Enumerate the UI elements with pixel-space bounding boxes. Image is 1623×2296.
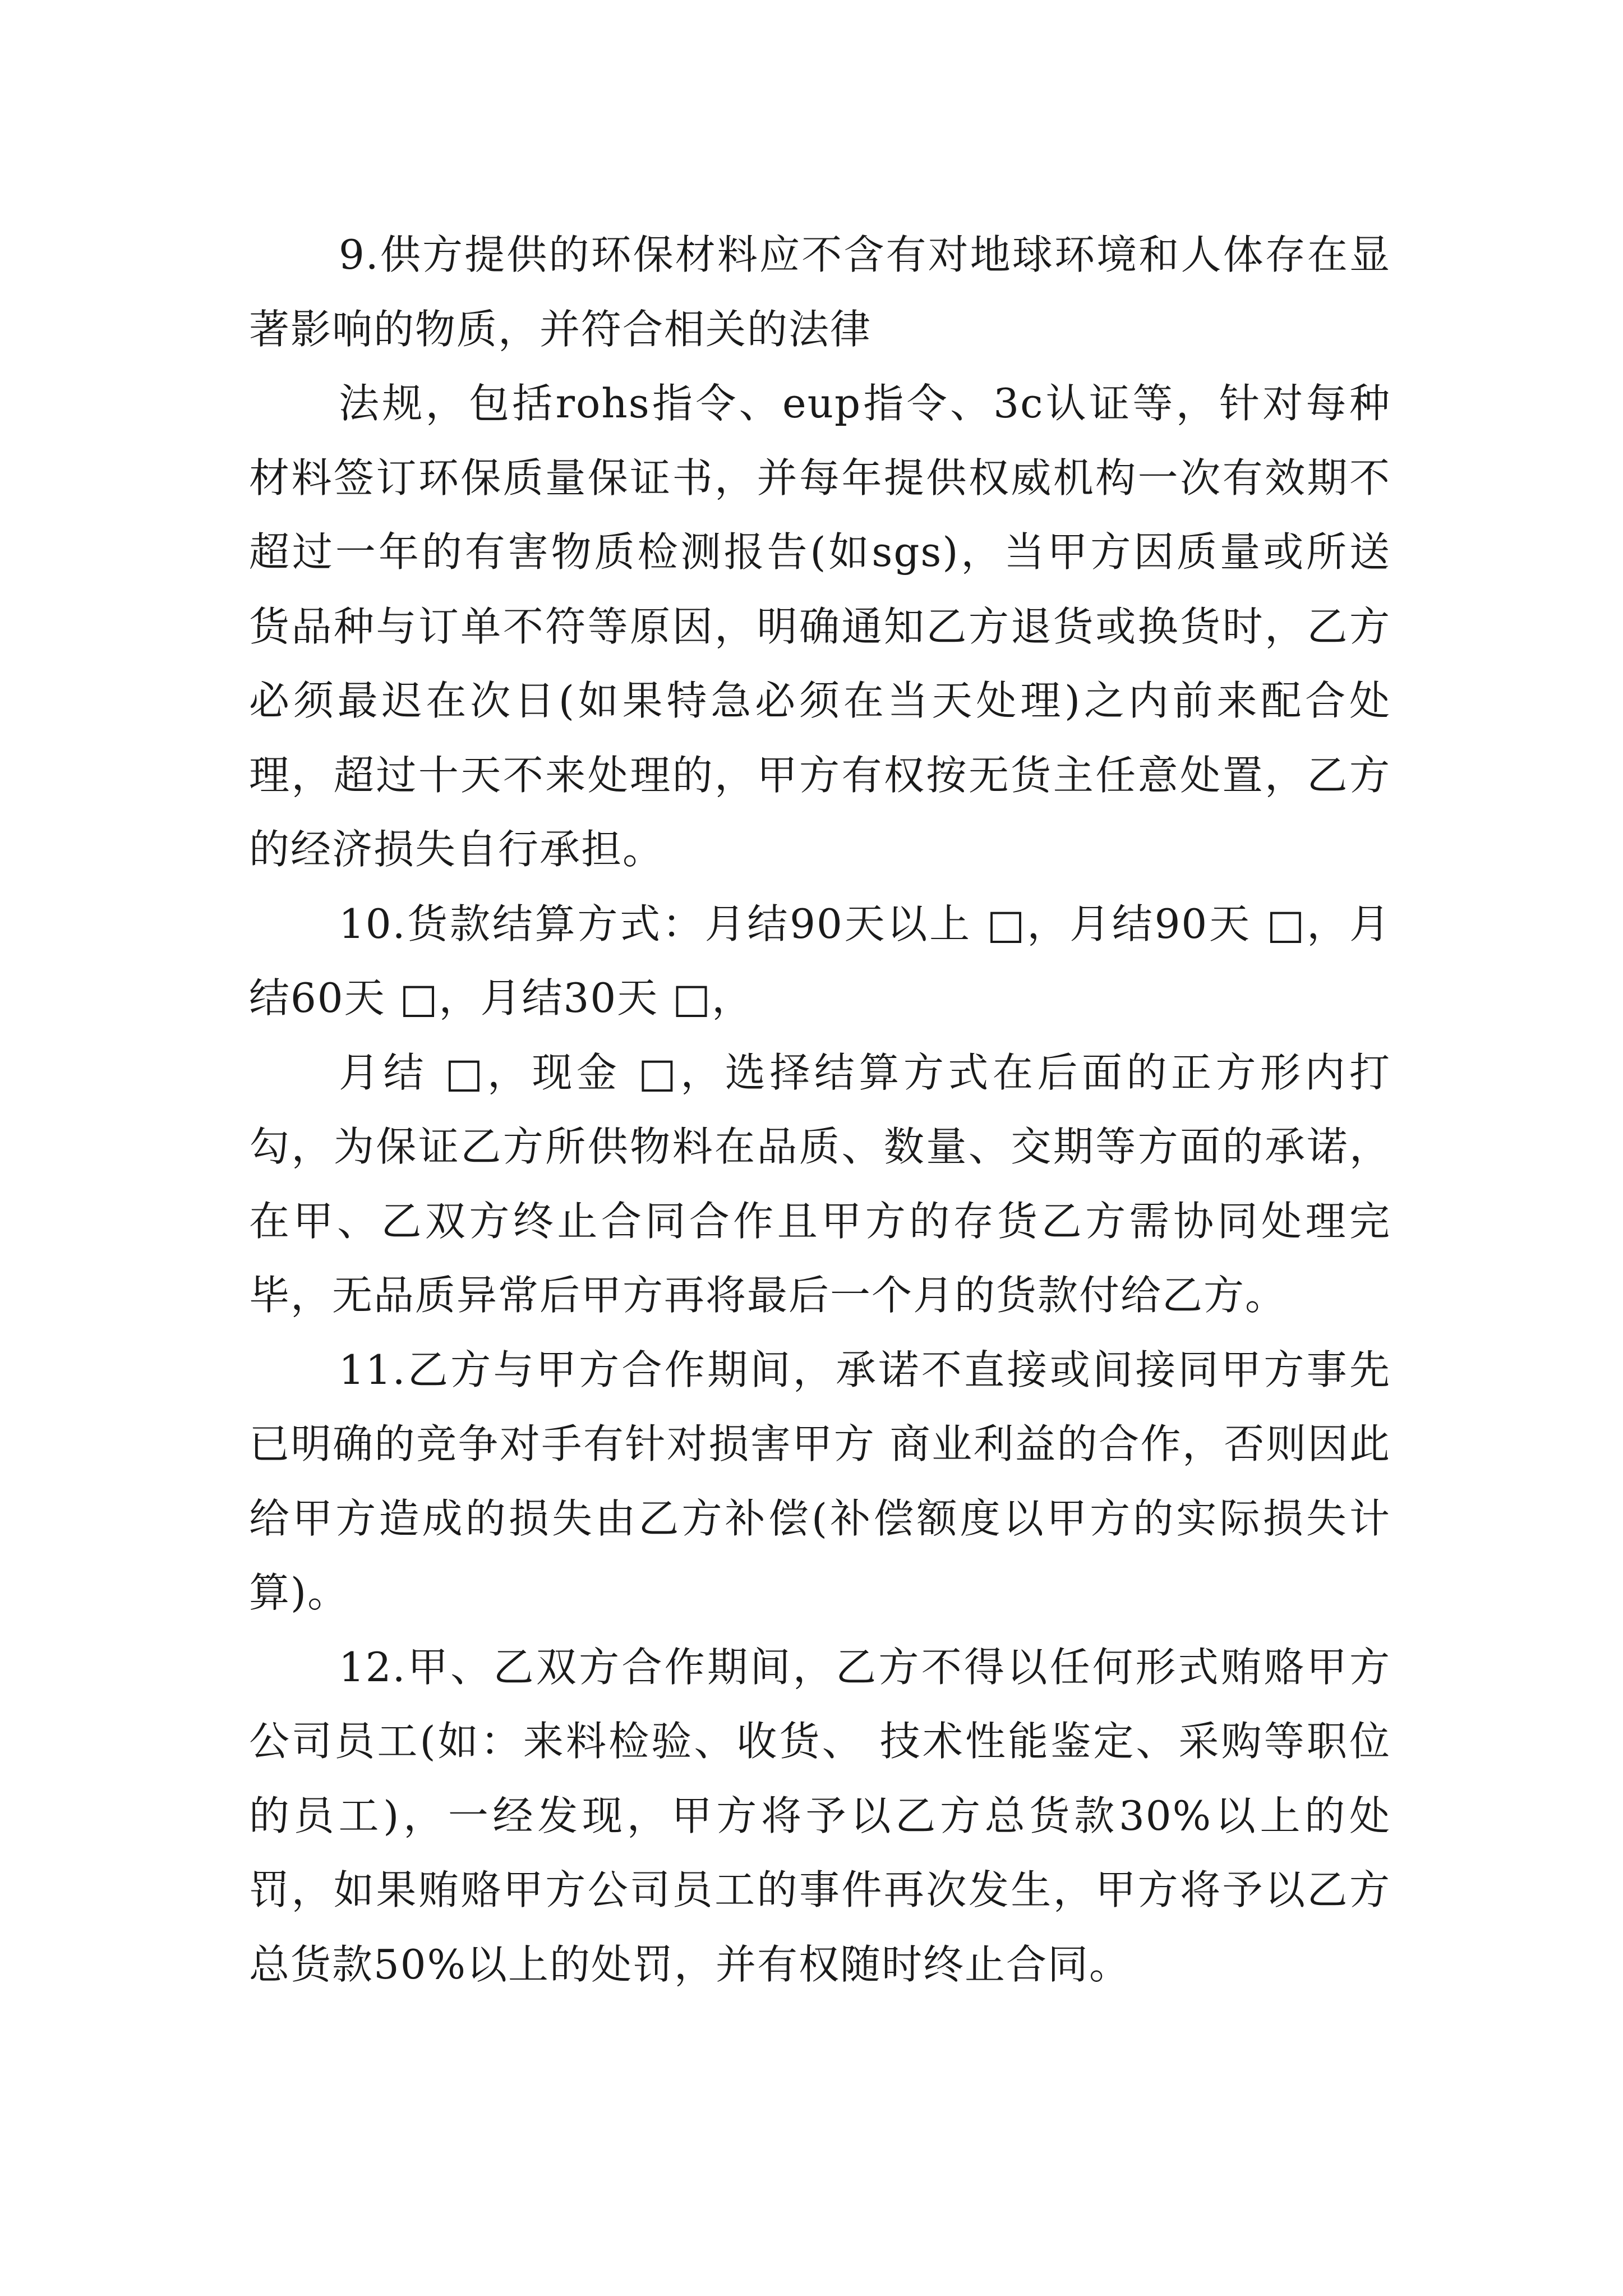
paragraph-clause-10-continued: 月结 □，现金 □，选择结算方式在后面的正方形内打勾，为保证乙方所供物料在品质、数量、交期等方面的承诺，在甲、乙双方终止合同合作且甲方的存货乙方需协同处理完毕，无品质异常后甲方再将最后一个月的货款付给乙方。 (249, 1048, 1391, 1319)
paragraph-clause-11: 11.乙方与甲方合作期间，承诺不直接或间接同甲方事先已明确的竞争对手有针对损害甲方 商业利益的合作，否则因此给甲方造成的损失由乙方补偿(补偿额度以甲方的实际损失计算)。 (249, 1346, 1391, 1616)
paragraph-clause-10: 10.货款结算方式：月结90天以上 □，月结90天 □，月结60天 □，月结30天 □， (249, 900, 1391, 1022)
paragraph-clause-9: 9.供方提供的环保材料应不含有对地球环境和人体存在显著影响的物质，并符合相关的法律 (249, 231, 1391, 353)
paragraph-clause-12: 12.甲、乙双方合作期间，乙方不得以任何形式贿赂甲方公司员工(如：来料检验、收货、 技术性能鉴定、采购等职位的员工)，一经发现，甲方将予以乙方总货款30%以上的处罚，如果贿赂甲方公司员工的事件再次发生，甲方将予以乙方总货款50%以上的处罚，并有权随时终止合同。 (249, 1643, 1391, 1988)
paragraph-clause-9-continued: 法规，包括rohs指令、eup指令、3c认证等，针对每种材料签订环保质量保证书，并每年提供权威机构一次有效期不超过一年的有害物质检测报告(如sgs)，当甲方因质量或所送货品种与订单不符等原因，明确通知乙方退货或换货时，乙方必须最迟在次日(如果特急必须在当天处理)之内前来配合处理，超过十天不来处理的，甲方有权按无货主任意处置，乙方的经济损失自行承担。 (249, 380, 1391, 873)
document-body (249, 218, 1391, 2001)
